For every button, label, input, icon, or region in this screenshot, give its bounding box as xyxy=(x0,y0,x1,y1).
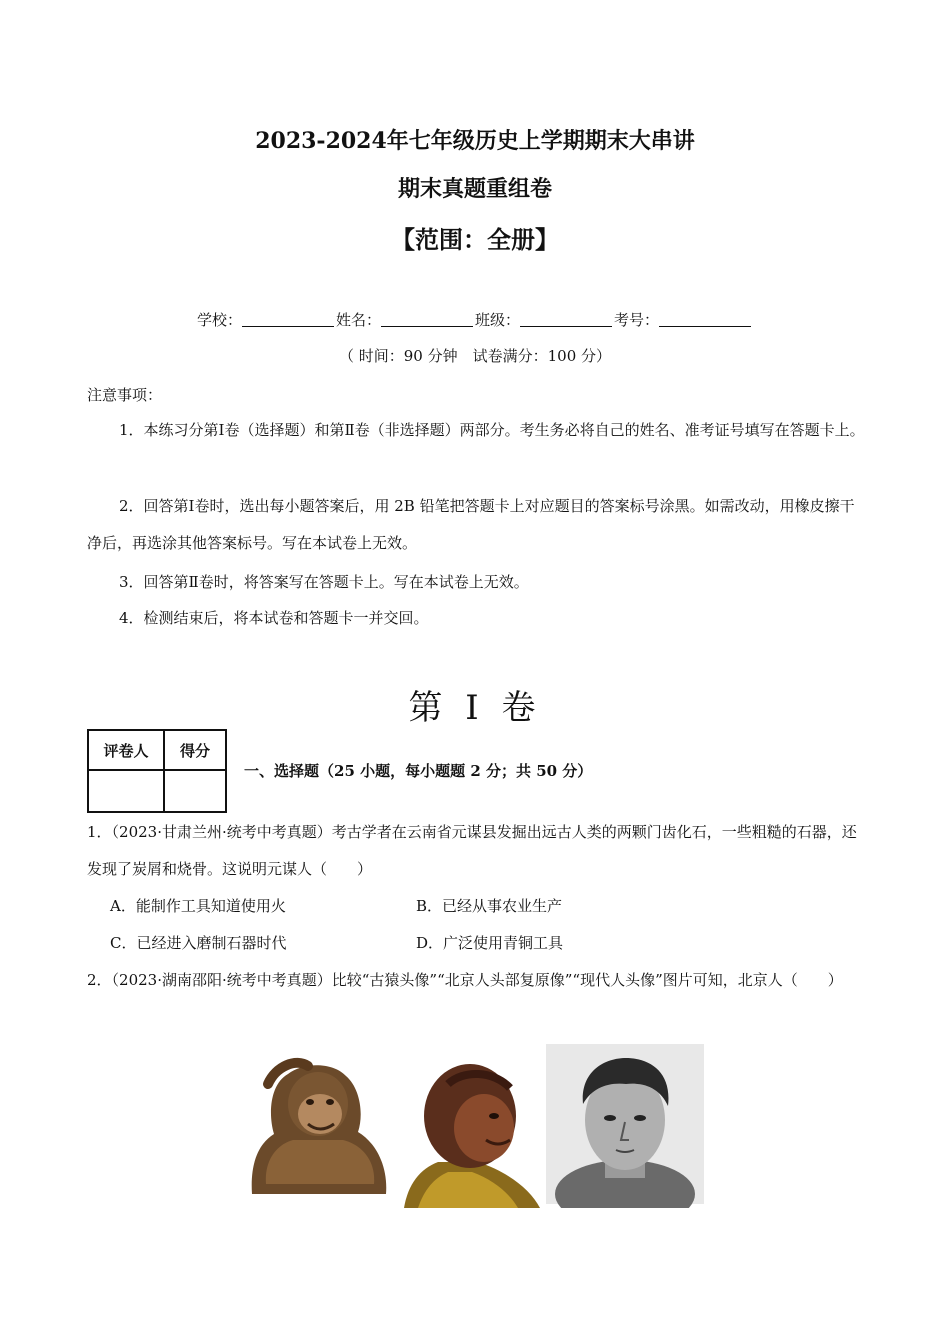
head-comparison-images xyxy=(248,1044,704,1208)
scope-title: 【范围：全册】 xyxy=(391,225,559,254)
note-item: 1．本练习分第Ⅰ卷（选择题）和第Ⅱ卷（非选择题）两部分。考生务必将自己的姓名、准考证号填写在答题卡上。 xyxy=(119,421,865,439)
volume-title: 第 I 卷 xyxy=(408,688,542,728)
question-1-stem: 1．（2023·甘肃兰州·统考中考真题）考古学者在云南省元谋县发掘出远古人类的两颗门齿化石，一些粗糙的石器，还发现了炭屑和烧骨。这说明元谋人（ ） xyxy=(87,823,857,878)
grader-header: 评卷人 xyxy=(88,730,164,770)
option-d[interactable]: D．广泛使用青铜工具 xyxy=(416,934,564,952)
note-item: 3．回答第Ⅱ卷时，将答案写在答题卡上。写在本试卷上无效。 xyxy=(119,573,529,591)
option-b[interactable]: B．已经从事农业生产 xyxy=(416,897,563,915)
name-label: 姓名： xyxy=(335,311,381,329)
note-item: 4．检测结束后，将本试卷和答题卡一并交回。 xyxy=(119,609,429,627)
question-2-stem: 2．（2023·湖南邵阳·统考中考真题）比较“古猿头像”“北京人头部复原像”“现代人头像”图片可知，北京人（ ） xyxy=(87,971,843,989)
student-info-line xyxy=(0,309,950,330)
grader-cell[interactable] xyxy=(88,770,164,812)
ape-head-image xyxy=(252,1063,387,1194)
option-c[interactable]: C．已经进入磨制石器时代 xyxy=(110,934,287,952)
peking-man-bust-image xyxy=(404,1064,540,1208)
school-label: 学校： xyxy=(196,311,242,329)
score-header: 得分 xyxy=(164,730,226,770)
score-table xyxy=(87,729,227,813)
option-a[interactable]: A．能制作工具知道使用火 xyxy=(110,897,286,915)
school-blank[interactable] xyxy=(242,310,334,327)
note-item: 2．回答第Ⅰ卷时，选出每小题答案后，用 2B 铅笔把答题卡上对应题目的答案标号涂黑。如需改动，用橡皮擦干净后，再选涂其他答案标号。写在本试卷上无效。 xyxy=(87,497,855,552)
exam-no-label: 考号： xyxy=(614,311,660,329)
score-cell[interactable] xyxy=(164,770,226,812)
question-1-options xyxy=(110,888,870,962)
time-line: （ 时间：90 分钟 试卷满分：100 分） xyxy=(338,347,612,365)
section-heading: 一、选择题（25 小题，每小题题 2 分；共 50 分） xyxy=(244,762,593,780)
name-blank[interactable] xyxy=(381,310,473,327)
page-subtitle: 期末真题重组卷 xyxy=(397,176,552,202)
modern-human-photo xyxy=(546,1044,704,1208)
head-comparison-figure xyxy=(248,1044,704,1208)
notes-heading: 注意事项： xyxy=(87,386,163,404)
exam-no-blank[interactable] xyxy=(659,310,751,327)
class-label: 班级： xyxy=(475,311,521,329)
class-blank[interactable] xyxy=(520,310,612,327)
page-title: 2023-2024年七年级历史上学期期末大串讲 xyxy=(255,128,695,154)
